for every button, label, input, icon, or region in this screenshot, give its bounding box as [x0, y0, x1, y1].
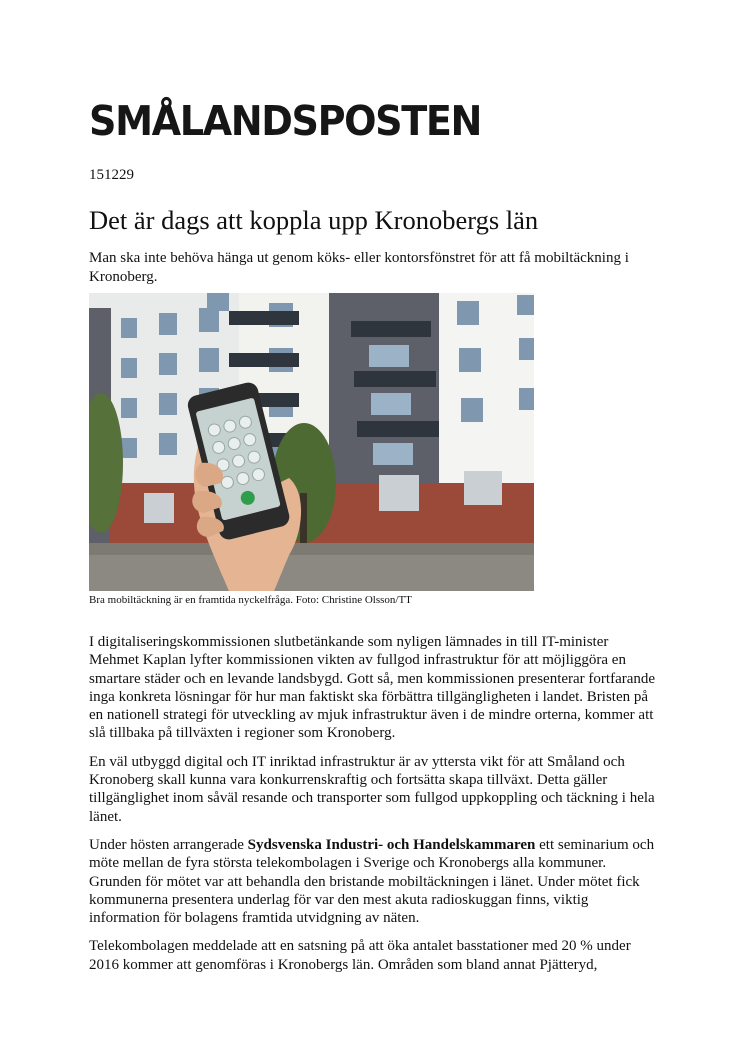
body-paragraph-3 [89, 836, 661, 927]
organisation-name: Sydsvenska Industri- och Handelskammaren [247, 836, 536, 853]
body-paragraph-4: Telekombolagen meddelade att en satsning på att öka antalet basstationer med 20 % under 2016 kommer att genomföras i Kronobergs län. Områden som bland annat Pjätteryd, [89, 938, 631, 973]
paragraph-3-text-end: ett seminarium och möte mellan de fyra största telekombolagen i Sverige och Kronobergs alla kommuner. Grunden för mötet var att behandla den bristande mobiltäckningen i länet. Under mötet fick kommunerna presentera underlag för var den mest akuta radioskuggan finns, viktig information för bolagens framtida utvidgning av näten. [89, 836, 655, 927]
body-paragraph-2: En väl utbyggd digital och IT inriktad infrastruktur är av yttersta vikt för att Småland och Kronoberg skall kunna vara konkurrenskraftig och fortsätta skapa tillväxt. Detta gäller tillgänglighet inom såväl resande och transporter som fullgod uppkoppling och täckning i hela länet. [89, 753, 655, 825]
paragraph-3-text-start: Under hösten arrangerade [89, 836, 248, 853]
newspaper-masthead-logo: SMÅLANDSPOSTEN [89, 97, 482, 145]
photo-building-phone-illustration [89, 293, 534, 591]
article-body [89, 633, 661, 984]
photo-caption: Bra mobiltäckning är en framtida nyckelfråga. Foto: Christine Olsson/TT [89, 594, 412, 606]
article-ingress: Man ska inte behöva hänga ut genom köks- eller kontorsfönstret för att få mobiltäckning i Kronoberg. [89, 250, 629, 285]
article-headline: Det är dags att koppla upp Kronobergs län [89, 205, 539, 235]
article-date: 151229 [89, 167, 134, 183]
article-photo [89, 293, 534, 591]
body-paragraph-1: I digitaliseringskommissionen slutbetänkande som nyligen lämnades in till IT-minister Mehmet Kaplan lyfter kommissionen vikten av fullgod infrastruktur för att möjliggöra en smartare städer och en levande landsbygd. Gott så, men kommissionen presenterar fortfarande inga konkreta lösningar för hur man faktiskt ska förbättra tillgängligheten i landet. Bristen på en nationell strategi för utveckling av mjuk infrastruktur även i de mindre orterna, kommer att slå tillbaka på tillväxten i regioner som Kronoberg. [89, 634, 656, 742]
